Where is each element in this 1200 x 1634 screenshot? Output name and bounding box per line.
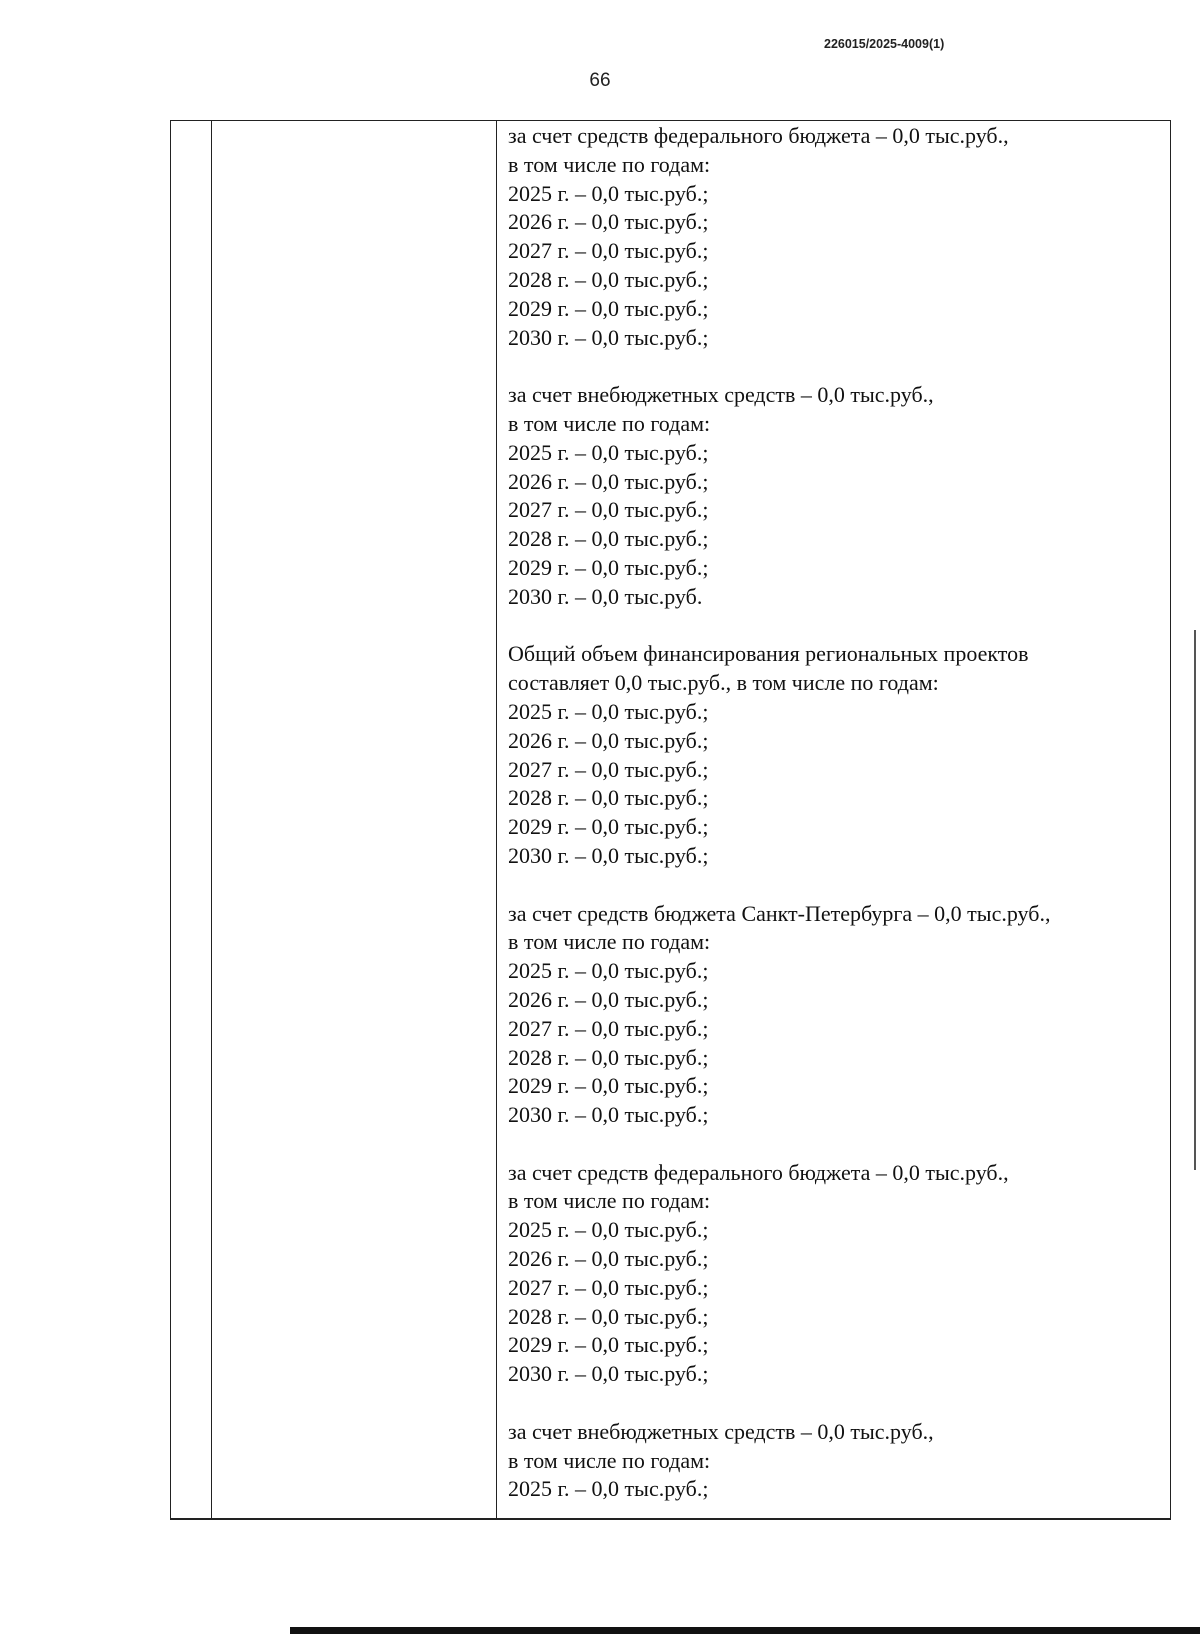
text-line: 2027 г. – 0,0 тыс.руб.; [508,756,709,782]
scan-edge-mark [1194,630,1196,1170]
text-line: 2027 г. – 0,0 тыс.руб.; [508,1015,709,1041]
text-line: 2025 г. – 0,0 тыс.руб.; [508,1217,709,1243]
text-line: 2029 г. – 0,0 тыс.руб.; [508,1073,709,1099]
text-line: 2028 г. – 0,0 тыс.руб.; [508,1303,709,1329]
text-line: 2028 г. – 0,0 тыс.руб.; [508,266,709,292]
text-line: 2025 г. – 0,0 тыс.руб.; [508,180,709,206]
text-line: 2030 г. – 0,0 тыс.руб. [508,583,703,609]
text-line: 2026 г. – 0,0 тыс.руб.; [508,986,709,1012]
funding-section-federal-1 [508,122,1148,352]
text-line: 2026 г. – 0,0 тыс.руб.; [508,468,709,494]
text-line: 2029 г. – 0,0 тыс.руб.; [508,1332,709,1358]
text-line: 2025 г. – 0,0 тыс.руб.; [508,439,709,465]
text-line: 2026 г. – 0,0 тыс.руб.; [508,209,709,235]
table-column-divider-1 [211,120,212,1520]
text-line: 2030 г. – 0,0 тыс.руб.; [508,1361,709,1387]
text-line: 2030 г. – 0,0 тыс.руб.; [508,324,709,350]
text-line: 2029 г. – 0,0 тыс.руб.; [508,554,709,580]
text-line: за счет средств бюджета Санкт-Петербурга – 0,0 тыс.руб., [508,900,1051,926]
text-line: 2025 г. – 0,0 тыс.руб.; [508,1476,709,1502]
funding-section-federal-2 [508,1159,1148,1389]
text-line: в том числе по годам: [508,1447,711,1473]
text-line: в том числе по годам: [508,410,711,436]
text-line: 2026 г. – 0,0 тыс.руб.; [508,1246,709,1272]
text-line: 2030 г. – 0,0 тыс.руб.; [508,1102,709,1128]
text-line: 2030 г. – 0,0 тыс.руб.; [508,842,709,868]
document-id: 226015/2025-4009(1) [824,37,945,51]
text-line: в том числе по годам: [508,1188,711,1214]
text-line: составляет 0,0 тыс.руб., в том числе по годам: [508,670,939,696]
text-line: 2027 г. – 0,0 тыс.руб.; [508,238,709,264]
text-line: 2025 г. – 0,0 тыс.руб.; [508,698,709,724]
text-line: 2029 г. – 0,0 тыс.руб.; [508,814,709,840]
text-line: за счет внебюджетных средств – 0,0 тыс.руб., [508,382,934,408]
text-line: за счет средств федерального бюджета – 0,0 тыс.руб., [508,123,1009,148]
funding-text-cell [508,122,1148,1533]
text-line: 2028 г. – 0,0 тыс.руб.; [508,1044,709,1070]
text-line: 2025 г. – 0,0 тыс.руб.; [508,958,709,984]
text-line: 2027 г. – 0,0 тыс.руб.; [508,497,709,523]
text-line: 2027 г. – 0,0 тыс.руб.; [508,1274,709,1300]
text-line: 2028 г. – 0,0 тыс.руб.; [508,785,709,811]
page-number: 66 [589,70,611,91]
text-line: 2028 г. – 0,0 тыс.руб.; [508,526,709,552]
funding-section-extrabudgetary-1 [508,381,1148,611]
table-column-divider-2 [496,120,497,1520]
text-line: 2026 г. – 0,0 тыс.руб.; [508,727,709,753]
funding-section-extrabudgetary-2 [508,1418,1148,1504]
text-line: 2029 г. – 0,0 тыс.руб.; [508,295,709,321]
text-line: в том числе по годам: [508,929,711,955]
funding-section-regional-total [508,640,1148,870]
text-line: за счет средств федерального бюджета – 0,0 тыс.руб., [508,1159,1009,1185]
text-line: в том числе по годам: [508,151,711,177]
scan-bottom-bar [290,1627,1200,1634]
funding-section-spb-budget [508,900,1148,1130]
text-line: за счет внебюджетных средств – 0,0 тыс.руб., [508,1418,934,1444]
text-line: Общий объем финансирования региональных проектов [508,641,1029,667]
